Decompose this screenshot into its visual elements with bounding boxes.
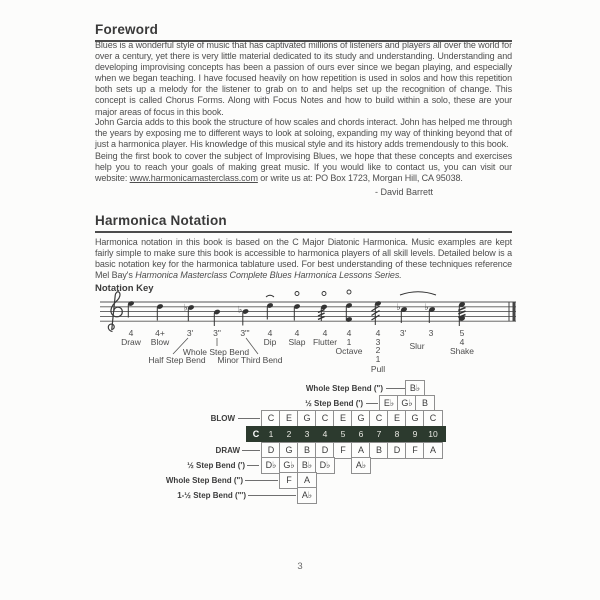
note-cell: C — [370, 411, 388, 426]
hole-number: 3 — [304, 429, 310, 439]
note-cell: D — [388, 443, 406, 458]
hole-number: 9 — [412, 429, 418, 439]
hole-label: 3' — [399, 328, 407, 338]
foreword-paragraph-2: John Garcia adds to this book the structure of how scales and chords interact. John has helped me through the years by exposing me to different ways to look at soloing, expanding my way of thinking beyond that of just a harmonica player. His knowledge of this musical style and its history adds tremendously to this book. — [95, 117, 512, 150]
hole-label: 3' — [186, 328, 194, 338]
row-label-blow-whole-bend: Whole Step Bend (") — [305, 384, 383, 393]
slur-arc-icon — [400, 292, 436, 295]
blow-cells — [262, 411, 442, 426]
flat-icon: ♭ — [238, 304, 243, 315]
author-signature: - David Barrett — [375, 187, 434, 197]
connector-line — [242, 450, 260, 451]
technique-label: Octave — [335, 346, 363, 356]
hole-number: 4 — [322, 429, 328, 439]
technique-label: Draw — [121, 337, 141, 347]
foreword-paragraph-1: Blues is a wonderful style of music that has captivated millions of listeners and players all over the world for over a century, yet there is very little material dedicated to its study and understanding. Understanding and developing improvising concepts has been a passion of ours ever since we began playing, and especially when we began teaching. I have focused heavily on how repetition is used in solos and how this repetition both sets up a melody for the listener to grab on to and helps set up the recognition of change. This concept is called Chorus Forms. Along with Focus Notes and how to build within a solo, these are your major areas of focus in this book. — [95, 40, 512, 117]
note-cell: E — [280, 411, 298, 426]
flat-icon: ♭ — [183, 302, 188, 313]
note-cell: F — [280, 473, 298, 488]
draw-cells — [262, 443, 442, 458]
note-cell: G♭ — [280, 458, 298, 473]
hole-label: 4+ — [155, 328, 165, 338]
note-cell: A♭ — [298, 488, 316, 503]
note-cell: A♭ — [352, 458, 370, 473]
technique-label: Slur — [409, 341, 425, 351]
row-label-draw-half-bend: ½ Step Bend (') — [187, 461, 245, 470]
note-cell: B♭ — [298, 458, 316, 473]
notation-key-labels — [100, 328, 520, 382]
notes — [127, 290, 465, 326]
technique-label: Slap — [288, 337, 306, 347]
connector-line — [247, 465, 259, 466]
paragraph-text: or write us at: PO Box 1723, Morgan Hill, CA 95038. — [257, 173, 463, 184]
hole-number: 10 — [428, 429, 438, 439]
blow-whole-bend-cells — [406, 381, 424, 396]
harmonica-notation-paragraph — [95, 237, 512, 281]
hole-label: 1 — [375, 353, 381, 364]
flat-icon: ♭ — [424, 302, 429, 312]
hole-label: 4 — [128, 328, 134, 338]
blow-half-bend-cells — [380, 396, 434, 411]
note-cell: D♭ — [262, 458, 280, 473]
note-cell: E — [388, 411, 406, 426]
technique-label: Dip — [263, 337, 277, 347]
technique-label: Half Step Bend — [148, 355, 206, 365]
hole-label: 5 — [459, 328, 465, 338]
paragraph-text: Harmonica notation in this book is based on the C Major Diatonic Harmonica. Music examples are kept fairly simple to make sure this book is accessible to harmonica players of all skill levels. Detailed below is a basic notation key for the harmonica tablature used. For best understanding of these techniques reference Mel Bay's — [95, 237, 512, 281]
note-cell: B♭ — [406, 381, 424, 396]
row-label-draw: DRAW — [215, 446, 240, 455]
row-label-draw-15-bend: 1-½ Step Bend ("') — [177, 491, 246, 500]
open-circle-icon — [295, 292, 299, 296]
harmonica-notation-title: Harmonica Notation — [95, 213, 512, 233]
note-cell: G — [298, 411, 316, 426]
note-cell: G — [406, 411, 424, 426]
hole-number: 1 — [268, 429, 274, 439]
draw-15-bend-cells — [262, 488, 442, 503]
technique-label: Shake — [449, 346, 475, 356]
note-cell: E — [334, 411, 352, 426]
hole-label: 4 — [346, 328, 352, 338]
note-cell: B — [298, 443, 316, 458]
note-cell: G♭ — [398, 396, 416, 411]
note-cell: F — [406, 443, 424, 458]
row-label-draw-whole-bend: Whole Step Bend (") — [165, 476, 243, 485]
website-link[interactable]: www.harmonicamasterclass.com — [129, 173, 258, 184]
technique-label: Flutter — [312, 337, 338, 347]
technique-label: Blow — [150, 337, 170, 347]
hole-label: 4 — [294, 328, 300, 338]
hole-label: 4 — [267, 328, 273, 338]
note-cell: B — [370, 443, 388, 458]
draw-half-bend-cells — [262, 458, 442, 473]
technique-label: Whole Step Bend — [182, 347, 250, 357]
connector-line — [366, 403, 378, 404]
page-number: 3 — [297, 561, 303, 572]
connector-line — [238, 418, 260, 419]
hole-numbers — [262, 426, 442, 442]
note-cell: C — [424, 411, 442, 426]
technique-label: Minor Third Bend — [217, 355, 283, 365]
note-cell: A — [424, 443, 442, 458]
hole-label: 3 — [375, 336, 381, 347]
note-cell: E♭ — [380, 396, 398, 411]
foreword-paragraph-3 — [95, 151, 512, 184]
draw-whole-bend-cells — [262, 473, 442, 488]
hole-number: 6 — [358, 429, 364, 439]
hole-label: 1 — [346, 336, 352, 347]
note-cell: D — [316, 443, 334, 458]
note-cell: C — [316, 411, 334, 426]
hole-label: 3 — [428, 328, 434, 338]
hole-label: 3"' — [240, 328, 250, 338]
dip-mark-icon — [266, 295, 274, 297]
note-cell: A — [298, 473, 316, 488]
open-circle-icon — [347, 290, 351, 294]
connector-line — [386, 388, 405, 389]
note-cell: C — [262, 411, 280, 426]
technique-label: Pull — [370, 364, 386, 374]
note-cell: F — [334, 443, 352, 458]
row-label-blow: BLOW — [210, 414, 235, 423]
hole-number: 2 — [286, 429, 292, 439]
hole-label: 4 — [375, 328, 381, 338]
note-cell: B — [416, 396, 434, 411]
hole-number: 7 — [376, 429, 382, 439]
hole-label: 2 — [375, 345, 381, 355]
harmonica-tablature-table — [150, 378, 460, 508]
hole-number: 5 — [340, 429, 346, 439]
row-label-blow-half-bend: ½ Step Bend (') — [305, 399, 363, 408]
flat-icon: ♭ — [396, 302, 401, 312]
key-label: C — [252, 429, 260, 439]
note-cell: D♭ — [316, 458, 334, 473]
notation-key-title: Notation Key — [95, 283, 154, 294]
hole-label: 4 — [459, 336, 465, 347]
note-cell: G — [352, 411, 370, 426]
hole-label: 4 — [322, 328, 328, 338]
note-cell: G — [280, 443, 298, 458]
hole-number: 8 — [394, 429, 400, 439]
hole-number-bar — [246, 426, 446, 442]
hole-label: 3" — [213, 328, 221, 338]
paragraph-text: Being the first book to cover the subject of Improvising Blues, we hope that these concepts and exercises help you to reach your goals of making great music. If you would like to contact us, you can visit our website: — [95, 151, 512, 184]
series-title: Harmonica Masterclass Complete Blues Harmonica Lessons Series. — [135, 270, 402, 281]
note-cell: D — [262, 443, 280, 458]
open-circle-icon — [322, 292, 326, 296]
foreword-title: Foreword — [95, 22, 512, 42]
note-cell: A — [352, 443, 370, 458]
